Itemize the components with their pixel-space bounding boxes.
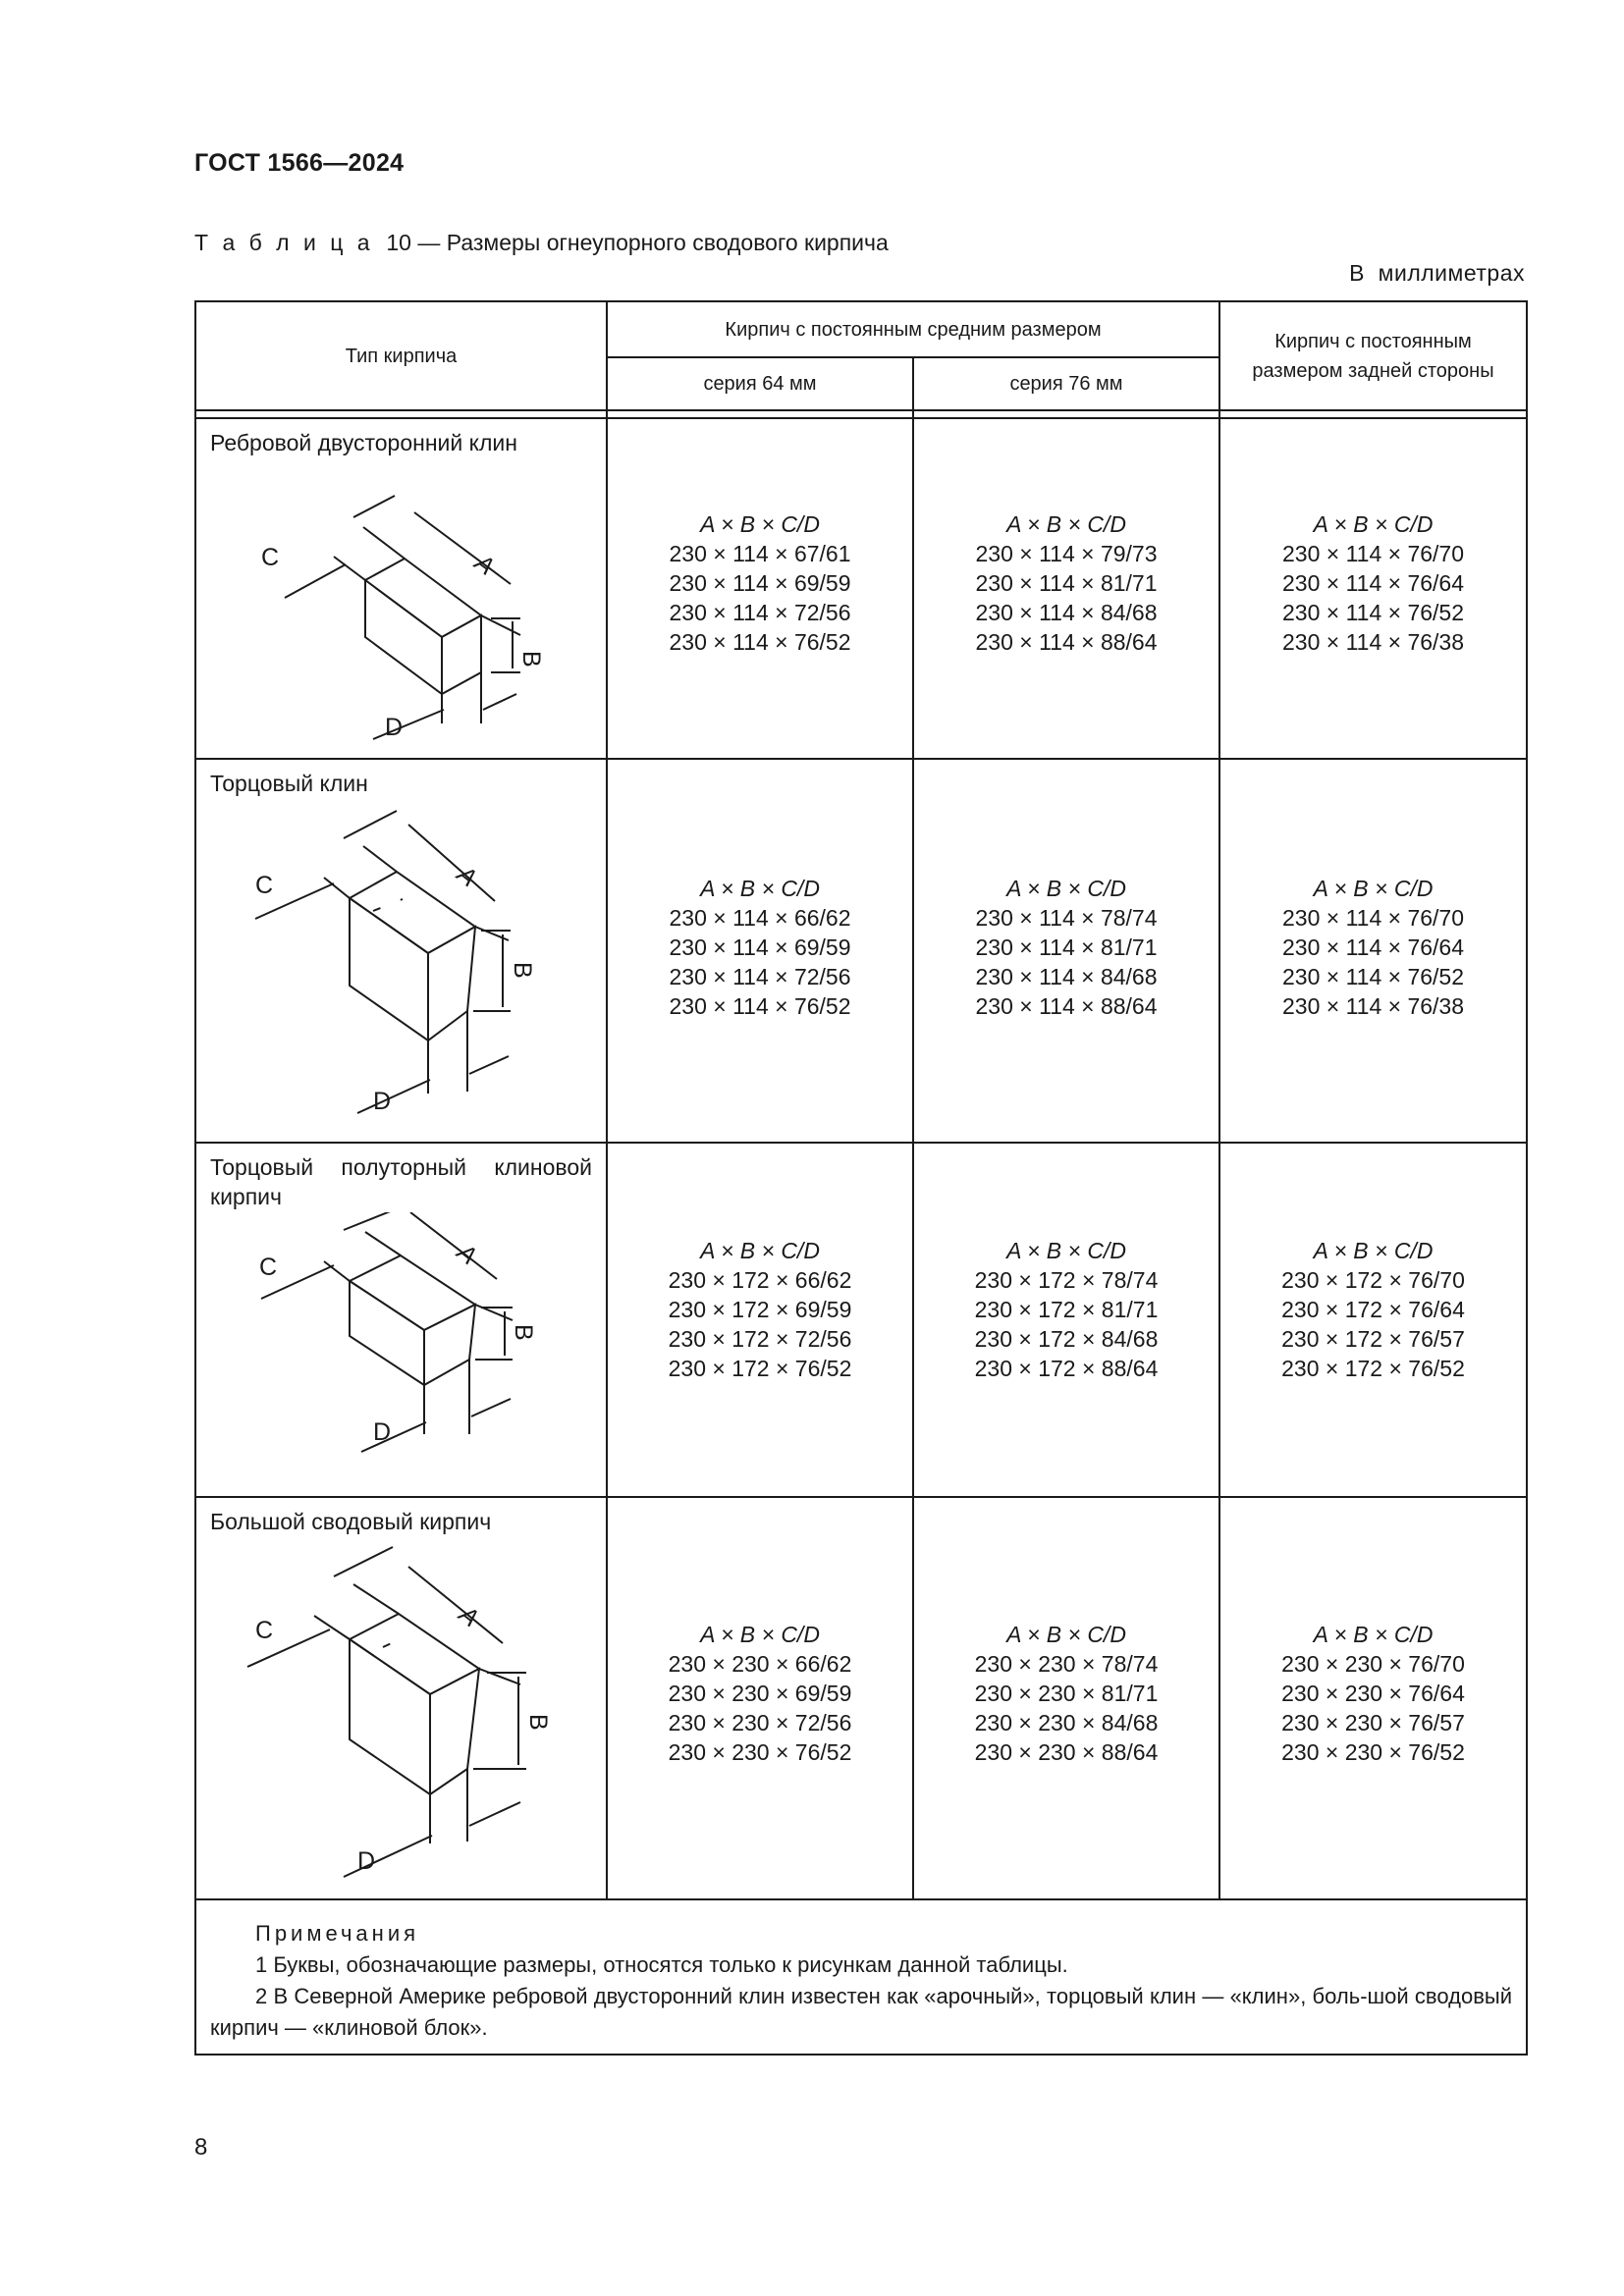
size-value: 230 × 114 × 84/68 (975, 600, 1158, 625)
size-value: 230 × 230 × 81/71 (974, 1681, 1159, 1706)
diagram-label-a: A (454, 1600, 484, 1632)
size-value: 230 × 230 × 66/62 (668, 1651, 852, 1677)
size-formula: A × B × C/D (1006, 1238, 1126, 1263)
sizes-series64-cell (607, 1497, 913, 1899)
size-value: 230 × 230 × 78/74 (974, 1651, 1159, 1677)
note-item: 2 В Северной Америке ребровой двусторонний клин известен как «арочный», торцовый клин — «клин», боль-шой сводовый кирпич — «клиновой блок». (210, 1984, 1512, 2040)
notes-row (195, 1899, 1527, 2055)
size-value: 230 × 114 × 76/38 (1281, 993, 1465, 1019)
diagram-label-b: B (509, 961, 536, 979)
size-value: 230 × 114 × 72/56 (669, 600, 851, 625)
size-value: 230 × 114 × 76/64 (1281, 934, 1465, 960)
size-value: 230 × 230 × 76/57 (1281, 1710, 1465, 1735)
sizes-back-cell (1219, 418, 1527, 759)
end-wedge-diagram (196, 799, 604, 1123)
size-value: 230 × 230 × 76/64 (1281, 1681, 1465, 1706)
table-caption-prefix: Т а б л и ц а (194, 230, 374, 255)
sizes-series64-cell (607, 759, 913, 1143)
type-cell (195, 418, 607, 759)
diagram-label-c: C (259, 1253, 278, 1281)
document-header: ГОСТ 1566—2024 (194, 149, 405, 177)
size-value: 230 × 114 × 66/62 (669, 905, 851, 931)
col-header-type: Тип кирпича (195, 301, 607, 410)
size-value: 230 × 172 × 72/56 (668, 1326, 852, 1352)
diagram-label-b: B (510, 1323, 537, 1341)
size-value: 230 × 114 × 81/71 (975, 934, 1158, 960)
diagram-label-d: D (373, 1087, 392, 1115)
sizes-series64-cell (607, 418, 913, 759)
type-cell (195, 759, 607, 1143)
size-value: 230 × 114 × 76/64 (1281, 570, 1465, 596)
diagram-label-c: C (255, 871, 274, 899)
size-value: 230 × 114 × 84/68 (975, 964, 1158, 989)
size-formula: A × B × C/D (700, 1238, 820, 1263)
table-caption (194, 230, 889, 256)
sizes-series76-cell (913, 1143, 1219, 1497)
table-row (195, 1497, 1527, 1899)
size-value: 230 × 114 × 69/59 (669, 934, 851, 960)
notes-cell (195, 1899, 1527, 2055)
notes-title: Примечания (255, 1921, 420, 1946)
size-value: 230 × 114 × 76/38 (1281, 629, 1465, 655)
size-value: 230 × 172 × 81/71 (974, 1297, 1159, 1322)
col-header-series64: серия 64 мм (607, 357, 913, 410)
brick-type-name: Ребровой двусторонний клин (210, 430, 517, 455)
diagram-label-d: D (373, 1417, 392, 1446)
col-header-series76: серия 76 мм (913, 357, 1219, 410)
table-row (195, 418, 1527, 759)
diagram-label-a: A (469, 549, 500, 581)
edge-wedge-diagram (196, 458, 604, 743)
size-value: 230 × 114 × 81/71 (975, 570, 1158, 596)
header-separator (195, 410, 1527, 418)
brick-type-name: Большой сводовый кирпич (210, 1509, 492, 1534)
units-label: В миллиметрах (1349, 260, 1525, 286)
table-row (195, 759, 1527, 1143)
end-wedge-one-and-half-diagram (196, 1212, 604, 1468)
brick-size-table (194, 300, 1528, 2056)
size-formula: A × B × C/D (1006, 876, 1126, 901)
size-value: 230 × 230 × 69/59 (668, 1681, 852, 1706)
diagram-label-a: A (452, 1238, 482, 1270)
size-value: 230 × 172 × 76/57 (1281, 1326, 1465, 1352)
size-formula: A × B × C/D (700, 876, 820, 901)
size-value: 230 × 114 × 67/61 (669, 541, 851, 566)
size-value: 230 × 114 × 76/70 (1281, 541, 1465, 566)
size-formula: A × B × C/D (1006, 1622, 1126, 1647)
size-value: 230 × 172 × 76/52 (668, 1356, 852, 1381)
diagram-label-b: B (517, 650, 545, 667)
size-formula: A × B × C/D (1006, 511, 1126, 537)
size-value: 230 × 230 × 88/64 (974, 1739, 1159, 1765)
size-formula: A × B × C/D (1313, 876, 1434, 901)
size-value: 230 × 230 × 76/52 (1281, 1739, 1465, 1765)
table-caption-number: 10 (386, 230, 411, 255)
size-value: 230 × 230 × 76/70 (1281, 1651, 1465, 1677)
size-formula: A × B × C/D (700, 1622, 820, 1647)
size-value: 230 × 172 × 76/70 (1281, 1267, 1465, 1293)
size-value: 230 × 230 × 76/52 (668, 1739, 852, 1765)
size-value: 230 × 114 × 72/56 (669, 964, 851, 989)
size-value: 230 × 230 × 72/56 (668, 1710, 852, 1735)
page-number: 8 (194, 2134, 208, 2161)
size-formula: A × B × C/D (700, 511, 820, 537)
sizes-back-cell (1219, 1497, 1527, 1899)
size-formula: A × B × C/D (1313, 1238, 1434, 1263)
size-value: 230 × 114 × 76/52 (669, 993, 851, 1019)
type-cell (195, 1143, 607, 1497)
diagram-label-c: C (255, 1616, 274, 1644)
sizes-back-cell (1219, 759, 1527, 1143)
size-value: 230 × 114 × 79/73 (975, 541, 1158, 566)
table-caption-title: — Размеры огнеупорного сводового кирпича (410, 230, 889, 255)
size-value: 230 × 114 × 69/59 (669, 570, 851, 596)
size-value: 230 × 172 × 88/64 (974, 1356, 1159, 1381)
size-value: 230 × 230 × 84/68 (974, 1710, 1159, 1735)
diagram-label-c: C (261, 543, 280, 571)
col-header-constant-avg: Кирпич с постоянным средним размером (607, 301, 1219, 357)
large-arch-brick-diagram (196, 1537, 604, 1881)
sizes-back-cell (1219, 1143, 1527, 1497)
size-value: 230 × 172 × 66/62 (668, 1267, 852, 1293)
size-value: 230 × 114 × 76/52 (669, 629, 851, 655)
size-value: 230 × 114 × 88/64 (975, 993, 1158, 1019)
diagram-label-b: B (524, 1713, 552, 1731)
size-value: 230 × 172 × 76/52 (1281, 1356, 1465, 1381)
brick-type-name: Торцовый клин (210, 771, 368, 796)
size-value: 230 × 114 × 88/64 (975, 629, 1158, 655)
diagram-label-d: D (385, 713, 404, 741)
size-value: 230 × 172 × 84/68 (974, 1326, 1159, 1352)
size-value: 230 × 172 × 76/64 (1281, 1297, 1465, 1322)
size-value: 230 × 172 × 78/74 (974, 1267, 1159, 1293)
table-row (195, 1143, 1527, 1497)
size-formula: A × B × C/D (1313, 511, 1434, 537)
type-cell (195, 1497, 607, 1899)
size-value: 230 × 172 × 69/59 (668, 1297, 852, 1322)
diagram-label-a: A (452, 860, 482, 892)
size-value: 230 × 114 × 76/70 (1281, 905, 1465, 931)
diagram-label-d: D (357, 1846, 376, 1875)
size-value: 230 × 114 × 78/74 (975, 905, 1158, 931)
sizes-series76-cell (913, 1497, 1219, 1899)
size-formula: A × B × C/D (1313, 1622, 1434, 1647)
col-header-constant-back: Кирпич с постоянным размером задней стороны (1219, 301, 1527, 410)
sizes-series64-cell (607, 1143, 913, 1497)
note-item: 1 Буквы, обозначающие размеры, относятся только к рисункам данной таблицы. (255, 1952, 1068, 1977)
sizes-series76-cell (913, 759, 1219, 1143)
size-value: 230 × 114 × 76/52 (1281, 964, 1465, 989)
size-value: 230 × 114 × 76/52 (1281, 600, 1465, 625)
sizes-series76-cell (913, 418, 1219, 759)
brick-type-name: Торцовый полуторный клиновой кирпич (210, 1154, 592, 1209)
